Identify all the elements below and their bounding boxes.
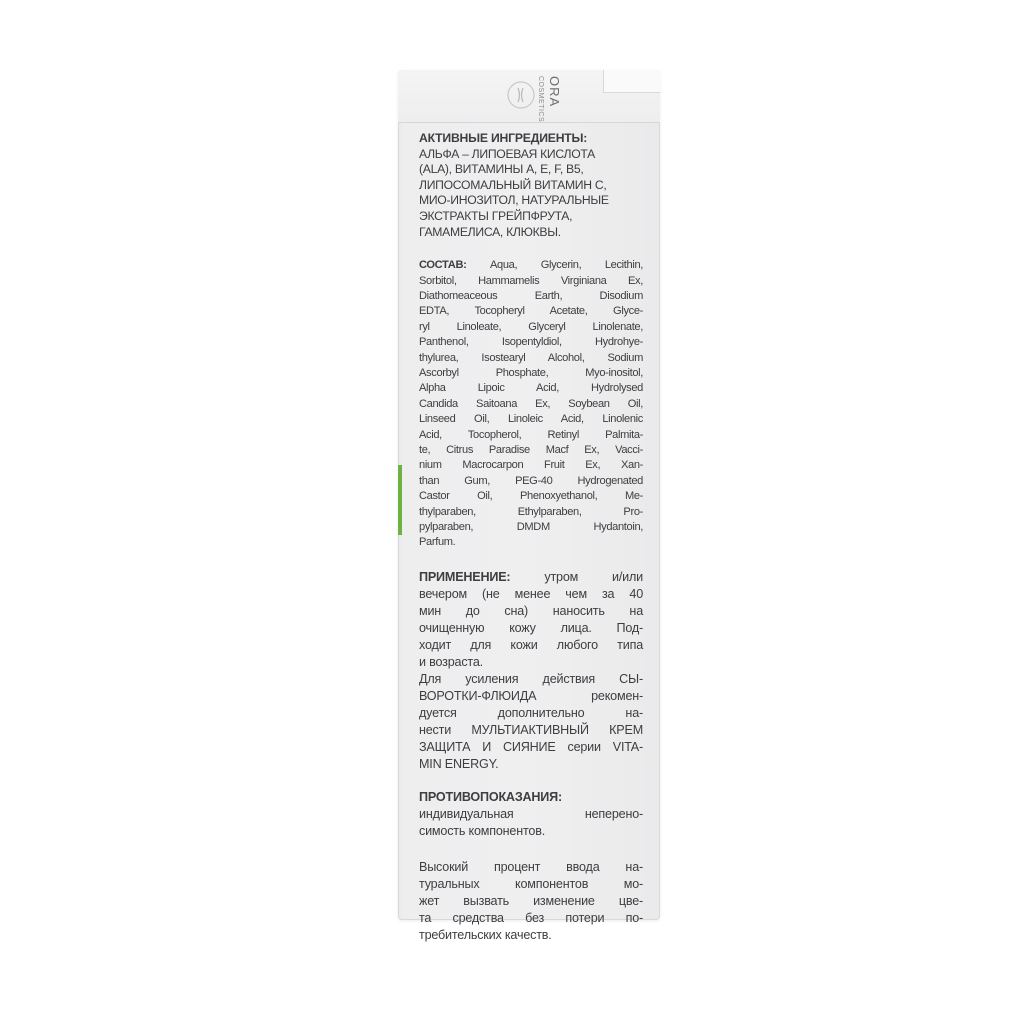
composition-line: Castor Oil, Phenoxyethanol, Me- bbox=[419, 490, 643, 503]
composition-line: Acid, Tocopherol, Retinyl Palmita- bbox=[419, 428, 643, 441]
composition-line: than Gum, PEG-40 Hydrogenated bbox=[419, 474, 643, 487]
composition-line: Alpha Lipoic Acid, Hydrolysed bbox=[419, 382, 643, 395]
application-line: Для усиления действия СЫ- bbox=[419, 671, 643, 686]
composition-line: nium Macrocarpon Fruit Ex, Xan- bbox=[419, 459, 643, 472]
composition-line: Candida Saitoana Ex, Soybean Oil, bbox=[419, 397, 643, 410]
application-section bbox=[419, 569, 643, 671]
composition-line: Aqua, Glycerin, Lecithin, bbox=[489, 259, 644, 272]
composition-line: EDTA, Tocopheryl Acetate, Glyce- bbox=[419, 305, 643, 318]
active-ingredients-line: ЭКСТРАКТЫ ГРЕЙПФРУТА, bbox=[419, 208, 573, 223]
application-line: и возраста. bbox=[419, 654, 483, 669]
brand-logo-icon bbox=[506, 80, 536, 110]
note-line: та средства без потери по- bbox=[419, 910, 643, 925]
composition-line: thylurea, Isostearyl Alcohol, Sodium bbox=[419, 351, 643, 364]
application-line: утром и/или bbox=[544, 569, 643, 584]
composition-line: Ascorbyl Phosphate, Myo-inositol, bbox=[419, 367, 643, 379]
application-line: MIN ENERGY. bbox=[419, 756, 499, 771]
application-line: мин до сна) наносить на bbox=[419, 603, 643, 618]
label-text bbox=[419, 131, 643, 944]
note-line: требительских качеств. bbox=[419, 927, 552, 942]
active-ingredients-line: АЛЬФА – ЛИПОЕВАЯ КИСЛОТА bbox=[419, 146, 595, 161]
composition-line: thylparaben, Ethylparaben, Pro- bbox=[419, 505, 643, 518]
active-ingredients-section bbox=[419, 131, 643, 240]
composition-line: pylparaben, DMDM Hydantoin, bbox=[419, 521, 643, 534]
active-ingredients-line: ГАМАМЕЛИСА, КЛЮКВЫ. bbox=[419, 224, 561, 239]
box-top-edge bbox=[398, 70, 660, 123]
application-heading: ПРИМЕНЕНИЕ: bbox=[419, 569, 511, 584]
box-flap bbox=[603, 70, 660, 93]
note-section bbox=[419, 859, 643, 944]
application-line: вечером (не менее чем за 40 bbox=[419, 586, 643, 601]
note-line: жет вызвать изменение цве- bbox=[419, 893, 643, 908]
brand-name: ORA bbox=[547, 76, 562, 108]
application-line: ЗАЩИТА И СИЯНИЕ серии VITA- bbox=[419, 739, 643, 754]
application-line: дуется дополнительно на- bbox=[419, 705, 643, 720]
composition-line: Parfum. bbox=[419, 536, 456, 549]
contraindications-line: симость компонентов. bbox=[419, 823, 545, 838]
contraindications-line: индивидуальная неперено- bbox=[419, 806, 643, 821]
application-line: ходит для кожи любого типа bbox=[419, 637, 643, 652]
composition-section bbox=[419, 258, 643, 551]
application-first-line bbox=[419, 569, 643, 586]
green-accent-stripe bbox=[398, 465, 402, 535]
application-extra-section bbox=[419, 671, 643, 773]
composition-first-line bbox=[419, 258, 643, 273]
note-line: Высокий процент ввода на- bbox=[419, 859, 643, 874]
composition-line: Linseed Oil, Linoleic Acid, Linolenic bbox=[419, 413, 643, 426]
active-ingredients-line: ЛИПОСОМАЛЬНЫЙ ВИТАМИН С, bbox=[419, 177, 607, 192]
composition-heading: СОСТАВ: bbox=[419, 259, 467, 272]
contraindications-heading: ПРОТИВОПОКАЗАНИЯ: bbox=[419, 789, 563, 804]
active-ingredients-line: МИО-ИНОЗИТОЛ, НАТУРАЛЬНЫЕ bbox=[419, 193, 609, 208]
composition-line: Sorbitol, Hammamelis Virginiana Ex, bbox=[419, 274, 643, 287]
application-line: нести МУЛЬТИАКТИВНЫЙ КРЕМ bbox=[419, 722, 643, 737]
application-line: ВОРОТКИ-ФЛЮИДА рекомен- bbox=[419, 688, 643, 703]
brand-subline: COSMETICS bbox=[537, 76, 544, 123]
application-line: очищенную кожу лица. Под- bbox=[419, 620, 643, 635]
active-ingredients-line: (ALA), ВИТАМИНЫ А, Е, F, B5, bbox=[419, 162, 584, 177]
composition-line: Diathomeaceous Earth, Disodium bbox=[419, 289, 643, 302]
active-ingredients-heading: АКТИВНЫЕ ИНГРЕДИЕНТЫ: bbox=[419, 131, 588, 145]
composition-line: Panthenol, Isopentyldiol, Hydrohye- bbox=[419, 336, 643, 349]
note-line: туральных компонентов мо- bbox=[419, 876, 643, 891]
contraindications-section bbox=[419, 789, 643, 840]
composition-line: ryl Linoleate, Glyceryl Linolenate, bbox=[419, 320, 643, 333]
composition-line: te, Citrus Paradise Macf Ex, Vacci- bbox=[419, 444, 643, 457]
